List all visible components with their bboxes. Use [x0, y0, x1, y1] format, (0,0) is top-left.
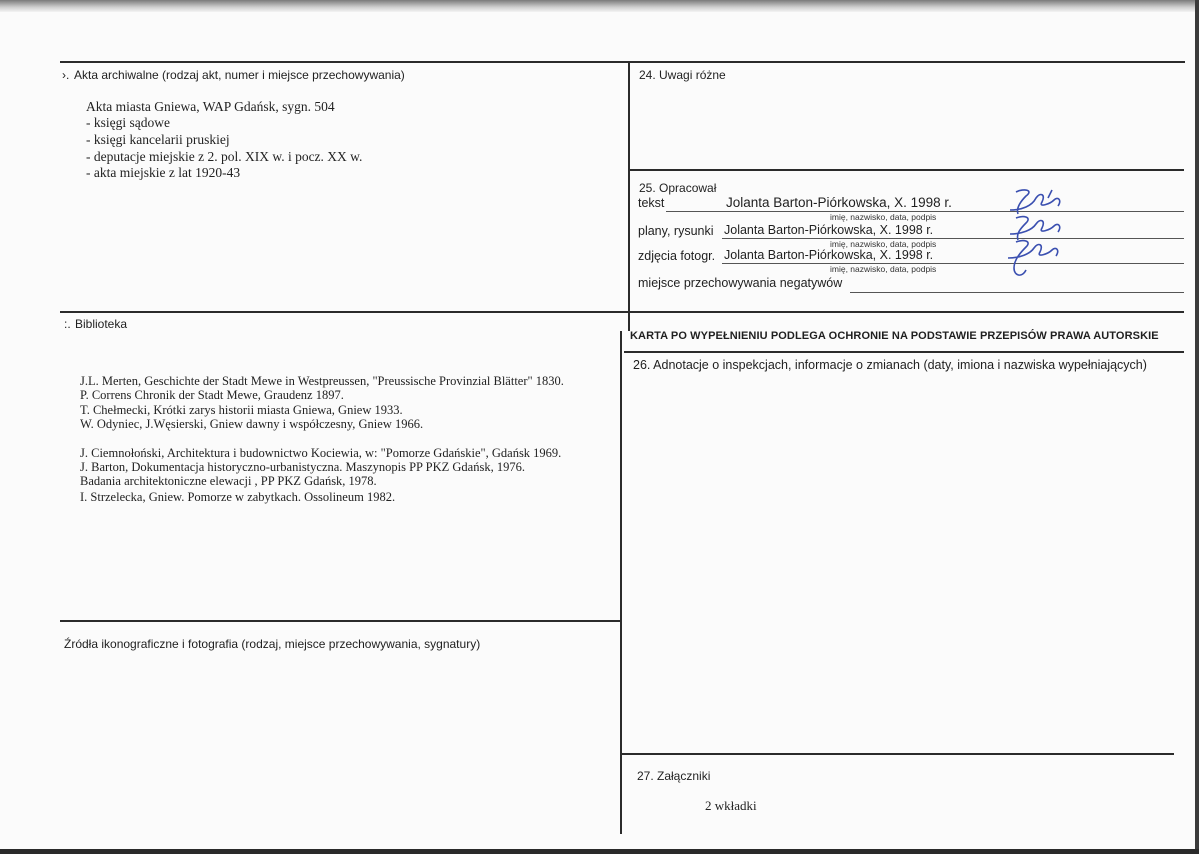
tekst-label: tekst [638, 196, 665, 210]
akta-line: - akta miejskie z lat 1920-43 [86, 165, 241, 180]
akta-line: - księgi kancelarii pruskiej [86, 132, 230, 147]
top-rule [60, 61, 1185, 63]
biblioteka-entry: I. Strzelecka, Gniew. Pomorze w zabytkach. Ossolineum 1982. [80, 490, 396, 504]
biblioteka-entry: W. Odyniec, J.Węsierski, Gniew dawny i współczesny, Gniew 1966. [80, 417, 424, 431]
biblioteka-entry: J. Ciemnołoński, Architektura i budownictwo Kociewia, w: "Pomorze Gdańskie", Gdańsk 1969. [80, 446, 562, 460]
right-rule-adnotacje [624, 351, 1184, 353]
biblioteka-entry: T. Chełmecki, Krótki zarys historii miasta Gniewa, Gniew 1933. [80, 403, 403, 417]
plany-label: plany, rysunki [638, 224, 714, 238]
center-divider-upper [628, 61, 630, 331]
akta-section-title: Akta archiwalne (rodzaj akt, numer i miejsce przechowywania) [74, 68, 405, 82]
akta-line: - deputacje miejskie z 2. pol. XIX w. i pocz. XX w. [86, 149, 363, 164]
zalaczniki-section-title: 27. Załączniki [637, 769, 711, 783]
negatywy-underline [850, 292, 1184, 293]
plany-value: Jolanta Barton-Piórkowska, X. 1998 r. [724, 223, 934, 237]
plany-underline [722, 238, 1184, 239]
zdjecia-underline [722, 263, 1184, 264]
zdjecia-label: zdjęcia fotogr. [638, 249, 716, 263]
biblioteka-entry: J.L. Merten, Geschichte der Stadt Mewe in Westpreussen, "Preussische Provinzial Blätter" 1830. [80, 374, 564, 388]
zdjecia-hint: imię, nazwisko, data, podpis [830, 264, 937, 274]
biblioteka-entry: P. Correns Chronik der Stadt Mewe, Graudenz 1897. [80, 388, 344, 402]
scan-bottom-edge [0, 849, 1199, 854]
biblioteka-entry: J. Barton, Dokumentacja historyczno-urbanistyczna. Maszynopis PP PKZ Gdańsk, 1976. [80, 460, 525, 474]
akta-line: - księgi sądowe [86, 115, 170, 130]
plany-hint: imię, nazwisko, data, podpis [830, 239, 937, 249]
biblioteka-section-title: Biblioteka [75, 317, 128, 331]
right-rule-zalaczniki [622, 753, 1174, 755]
tekst-hint: imię, nazwisko, data, podpis [830, 212, 937, 222]
biblioteka-marker: :. [64, 317, 71, 331]
scan-top-edge [0, 0, 1199, 12]
left-rule-zrodla [60, 620, 622, 622]
left-rule-biblioteka [60, 311, 628, 313]
zdjecia-value: Jolanta Barton-Piórkowska, X. 1998 r. [724, 248, 934, 262]
tekst-value: Jolanta Barton-Piórkowska, X. 1998 r. [726, 195, 952, 210]
right-rule-opracowal [630, 169, 1184, 171]
negatywy-label: miejsce przechowywania negatywów [638, 276, 843, 290]
uwagi-section-title: 24. Uwagi różne [639, 68, 726, 82]
adnotacje-section-title: 26. Adnotacje o inspekcjach, informacje o zmianach (daty, imiona i nazwiska wypełniających) [633, 358, 1147, 372]
zalaczniki-value: 2 wkładki [705, 798, 757, 813]
signature-zdjecia [1000, 238, 1070, 282]
akta-line: Akta miasta Gniewa, WAP Gdańsk, sygn. 504 [86, 99, 335, 114]
s23-marker: ›. [62, 68, 70, 82]
copyright-notice: KARTA PO WYPEŁNIENIU PODLEGA OCHRONIE NA PODSTAWIE PRZEPISÓW PRAWA AUTORSKIE [630, 330, 1159, 342]
zrodla-section-title: Źródła ikonograficzne i fotografia (rodzaj, miejsce przechowywania, sygnatury) [64, 637, 481, 651]
biblioteka-entry: Badania architektoniczne elewacji , PP PKZ Gdańsk, 1978. [80, 474, 377, 488]
center-divider-lower [620, 331, 622, 834]
right-rule-copyright [628, 311, 1184, 313]
opracowal-section-title: 25. Opracował [639, 181, 717, 195]
scan-right-edge [1195, 0, 1199, 854]
